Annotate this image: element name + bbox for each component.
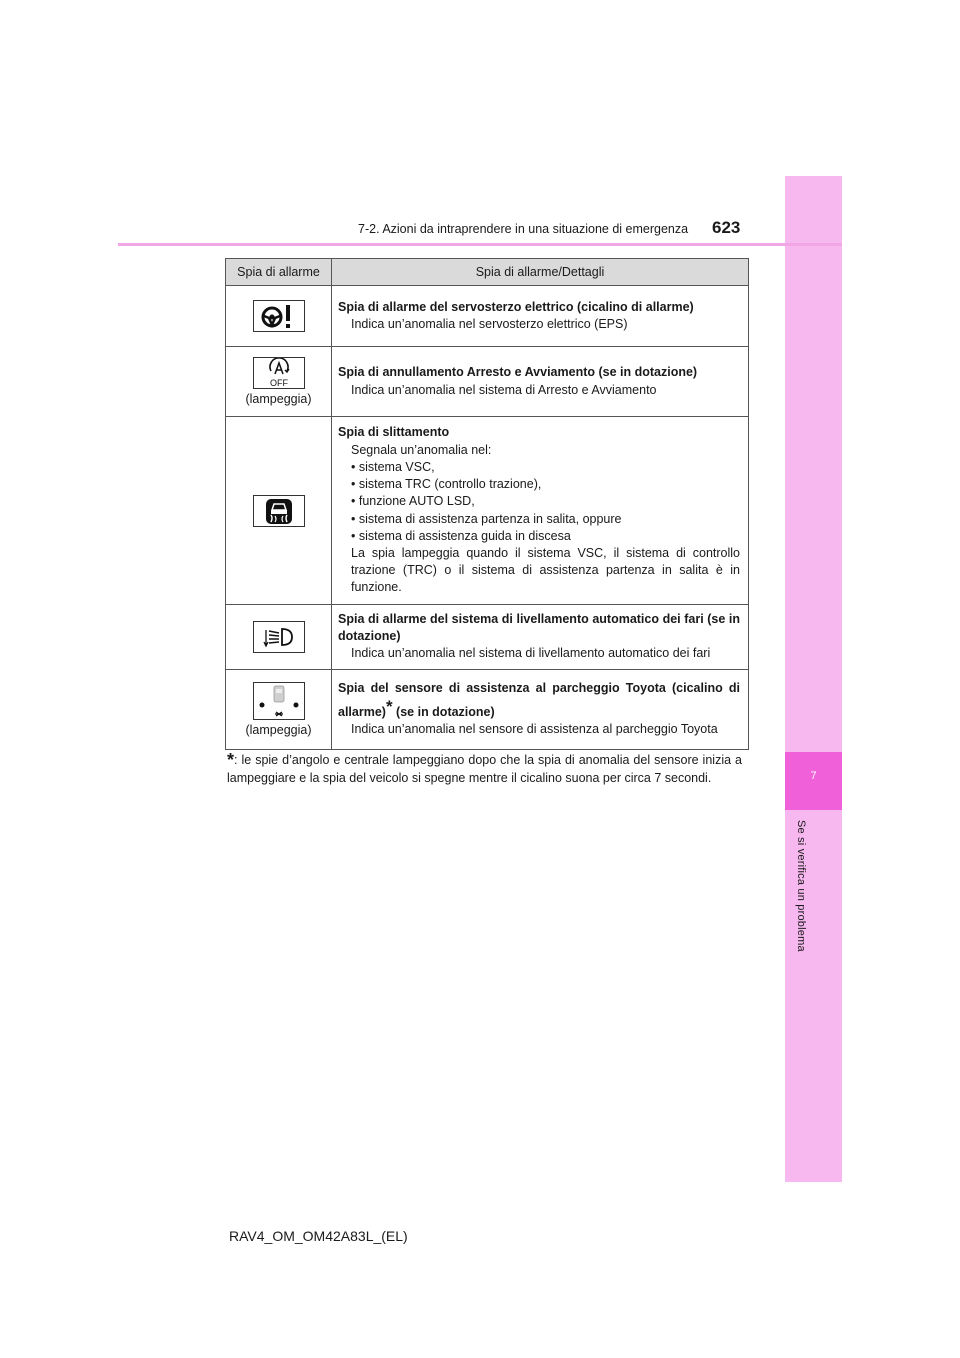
slip-indicator-icon [253, 495, 305, 527]
icon-cell [226, 605, 332, 670]
icon-caption: (lampeggia) [245, 392, 312, 406]
page-number: 623 [712, 218, 741, 237]
row-title: Spia del sensore di assistenza al parcheggio Toyota (cicalino di allarme)* (se in dotazione) [338, 681, 740, 719]
row-title: Spia di allarme del sistema di livellamento automatico dei fari (se in dotazione) [338, 612, 740, 644]
table-row [226, 605, 749, 670]
footnote-asterisk: * [227, 750, 235, 770]
row-text: La spia lampeggia quando il sistema VSC, il sistema di controllo trazione (TRC) o il sistema di assistenza partenza in salita è in funzione. [351, 545, 740, 595]
table-header-row [226, 259, 749, 286]
bullet-item: • sistema TRC (controllo trazione), [351, 477, 542, 492]
footnote-text: : le spie d’angolo e centrale lampeggiano dopo che la spia di anomalia del sensore inizia a lampeggiare e la spia del veicolo si spegne mentre il cicalino suona per circa 7 secondi. [227, 753, 742, 785]
detail-cell [332, 605, 749, 670]
row-title: Spia di annullamento Arresto e Avviamento (se in dotazione) [338, 365, 698, 380]
power-steering-warning-icon [253, 300, 305, 332]
document-code: RAV4_OM_OM42A83L_(EL) [229, 1228, 408, 1244]
headlight-leveling-icon [253, 621, 305, 653]
detail-cell [332, 669, 749, 749]
footnote [227, 752, 742, 787]
stop-start-off-icon [253, 357, 305, 389]
row-text: Indica un’anomalia nel sensore di assistenza al parcheggio Toyota [351, 721, 718, 736]
icon-caption: (lampeggia) [245, 722, 312, 737]
side-band [785, 176, 842, 1182]
warning-lights-table [225, 258, 749, 750]
table-row [226, 417, 749, 605]
off-label: OFF [269, 378, 288, 388]
chapter-number: 7 [810, 770, 817, 782]
table-row [226, 347, 749, 417]
row-text: Indica un’anomalia nel servosterzo elettrico (EPS) [351, 317, 628, 331]
row-intro: Segnala un’anomalia nel: [351, 442, 492, 457]
row-text: Indica un’anomalia nel sistema di livellamento automatico dei fari [351, 646, 711, 661]
icon-cell [226, 669, 332, 749]
row-text: Indica un’anomalia nel sistema di Arresto e Avviamento [351, 382, 657, 397]
row-title: Spia di allarme del servosterzo elettrico (cicalino di allarme) [338, 299, 694, 314]
detail-cell [332, 286, 749, 347]
bullet-item: • funzione AUTO LSD, [351, 494, 475, 509]
bullet-item: • sistema VSC, [351, 459, 435, 474]
table-row [226, 286, 749, 347]
header-rule [118, 243, 842, 246]
column-header-icon: Spia di allarme [226, 259, 332, 286]
column-header-details: Spia di allarme/Dettagli [332, 259, 749, 286]
detail-cell [332, 347, 749, 417]
chapter-label: Se si verifica un problema [795, 820, 807, 952]
bullet-item: • sistema di assistenza guida in discesa [351, 528, 571, 543]
section-title: 7-2. Azioni da intraprendere in una situazione di emergenza [358, 222, 689, 236]
table-row [226, 669, 749, 749]
icon-cell [226, 347, 332, 417]
icon-cell [226, 286, 332, 347]
parking-sensor-icon [253, 682, 305, 720]
row-title: Spia di slittamento [338, 425, 450, 440]
asterisk-mark: * [385, 696, 393, 716]
detail-cell [332, 417, 749, 605]
bullet-item: • sistema di assistenza partenza in salita, oppure [351, 511, 622, 526]
icon-cell [226, 417, 332, 605]
